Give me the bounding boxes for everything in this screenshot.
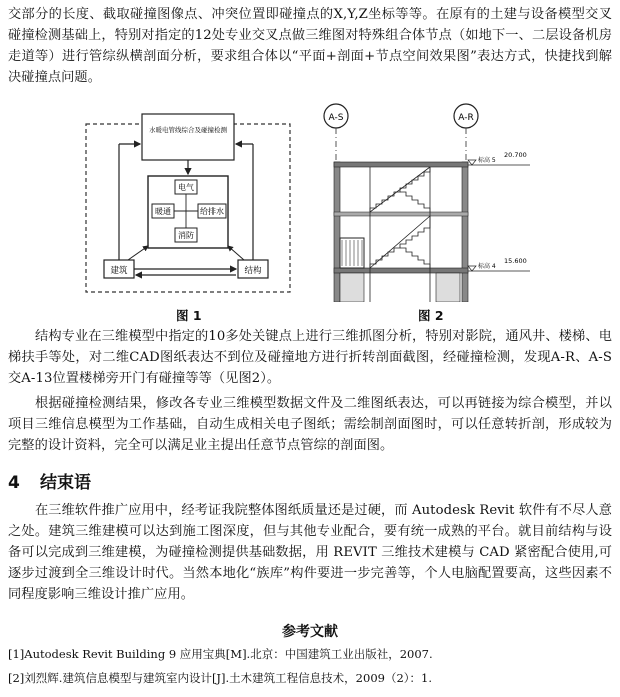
structure-label: 结构 — [244, 266, 262, 276]
figure-2-caption: 图 2 — [418, 308, 444, 323]
paragraph-structure-analysis: 结构专业在三维模型中指定的10多处关键点上进行三维抓图分析，特别对影院，通风井、楼梯、电梯扶手等处，对二维CAD图纸表达不到位及碰撞地方进行折转剖面截图，经碰撞检测，发现A-R、A-S交A-13位置楼梯旁开门有碰撞等等（见图2）。 — [8, 329, 612, 386]
references-title: 参考文献 — [282, 624, 338, 640]
reference-item: [1]Autodesk Revit Building 9 应用宝典[M].北京：中国建筑工业出版社，2007. — [8, 647, 433, 661]
paragraph-revision: 根据碰撞检测结果，修改各专业三维模型数据文件及二维图纸表达，可以再链接为综合模型，并以项目三维信息模型为工作基础，自动生成相关电子图纸；需绘制剖面图时，可以任意转折剖，形成较为完整的设计资料，完全可以满足业主提出任意节点管综的剖面图。 — [8, 396, 612, 453]
architecture-label: 建筑 — [110, 266, 128, 276]
figure-1-caption: 图 1 — [176, 308, 202, 323]
section-number: 4 — [8, 473, 20, 493]
top-box-label: 水暖电管线综合及碰撞检测 — [149, 126, 227, 134]
paragraph-conclusion: 在三维软件推广应用中，经考证我院整体图纸质量还是过硬，而 Autodesk Revit 软件有不尽人意之处。建筑三维建模可以达到施工图深度，但与其他专业配合，要有统一成熟的平台。就目前结构与设备可以完成到三维建模，为碰撞检测提供基础数据，用 REVIT 三维技术建模与 CAD 紧密配合使用,可逐步过渡到全三维设计时代。当然本地化“族库”构件要进一步完善等，个人电脑配置要高，这些因素不同程度影响三维设计推广应用。 — [8, 503, 612, 602]
axis-label-as: A-S — [328, 113, 344, 123]
door-frame — [340, 238, 364, 268]
level-top-value: 20.700 — [504, 151, 527, 159]
figure-1-diagram — [82, 110, 294, 300]
section-title: 结束语 — [40, 473, 91, 493]
level-top-name: 标高 5 — [478, 157, 496, 164]
node-hvac-label: 暖通 — [155, 207, 171, 216]
section-heading — [8, 468, 91, 493]
paragraph-collision-detail: 交部分的长度、截取碰撞图像点、冲突位置即碰撞点的X,Y,Z坐标等等。在原有的土建与设备模型交叉碰撞检测基础上，特别对指定的12处专业交叉点做三维图对特殊组合体节点（如地下一、二层设备机房走道等）进行管综纵横剖面分析，要求组合体以“平面+剖面+节点空间效果图”表达方式，快捷找到解决碰撞点问题。 — [8, 7, 612, 85]
axis-label-ar: A-R — [458, 113, 474, 123]
node-plumbing-label: 给排水 — [200, 207, 224, 216]
reference-item: [2]刘烈辉.建筑信息模型与建筑室内设计[J].土木建筑工程信息技术，2009（2）：1. — [8, 671, 432, 685]
level-bottom-name: 标高 4 — [478, 263, 496, 270]
node-fire-label: 消防 — [178, 231, 194, 240]
figure-2-section — [318, 100, 540, 302]
node-electric-label: 电气 — [178, 183, 194, 192]
top-box-frame — [142, 114, 234, 160]
level-bottom-value: 15.600 — [504, 257, 527, 265]
